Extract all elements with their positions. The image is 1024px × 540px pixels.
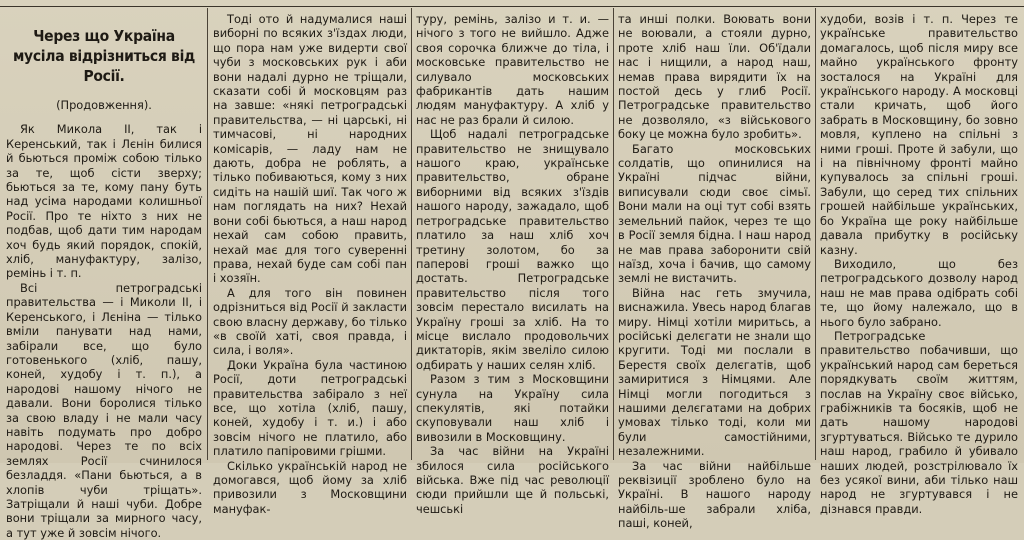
paragraph: Війна нас геть змучила, виснажила. Увесь народ благав миру. Німці хотіли миритьсь, а російські делєгати не знали що кругити. Тоді ми послали в Берестя своїх делєгатів, щоб замиритися з Німцями. Але Німці могли погодиться з нашими делєгатами на добрих умовах тілько тоді, коли ми були самостійними, незалежними. (618, 285, 811, 459)
paragraph: Доки Україна була частиною Росії, доти петроградські правительства забірало з неї все, що хотіла (хліб, пашу, коней, худобу і т. и.) і або зовсім нічого не платило, або платило папіровими грішми. (213, 357, 407, 459)
article-subhead: (Продовження). (56, 98, 152, 112)
paragraph: Скілько українській народ не домогався, щоб йому за хліб привозили з Московщини мануфак- (213, 458, 407, 516)
top-rule (0, 6, 1024, 7)
paragraph: Петроградське правительство побачивши, що український народ сам береться порядкувать своїм життям, послав на Україну своє військо, грабіжників та босяків, щоб не дать нашому народові згуртуваться. Військо те дурило наш народ, грабило й убивало наших людей, розстрілювало їх без усякої вини, аби тілько наш народ не згуртувався і не дізнався правди. (820, 328, 1018, 516)
column-divider (613, 8, 614, 460)
paragraph: Виходило, що без петроградського дозволу народ наш не мав права одібрать собі те, що йому належало, що в нього було забрано. (820, 256, 1018, 329)
article-headline: Через що Україна мусіла відрізниться від Росії. (12, 27, 196, 85)
paragraph: туру, ремінь, залізо и т. и. — нічого з того не вийшло. Адже своя сорочка ближче до тіла, і московське правительство не силувало московських фабрикантів дать нашим людям мануфактуру. А хліб у нас не раз брали й силою. (416, 12, 609, 127)
paragraph: Як Микола II, так і Керенський, так і Лєнін билися й бьються проміж собою тілько за те, щоб сісти зверху; бьються за те, кому пану буть над усіма народами колишньої Росії. Про те ніхто з них не подбав, щоб дати тим народам хоч будь який порядок, спокій, хліб, мануфактуру, залізо, ремінь і т. п. (6, 122, 202, 281)
paragraph: А для того він повинен одрізниться від Росії й закласти свою власну державу, бо тілько «в своїй хаті, своя правда, і сила, і воля». (213, 285, 407, 358)
column-divider (207, 8, 208, 460)
paragraph: Щоб надалі петроградське правительство не знищувало нашого краю, українське правительство, обране виборними від всяких з'їздів нашого народу, зажадало, щоб петроградське правительство платило за наш хліб хоч третину золотом, бо за паперові гроші важко що достать. Петроградське правительство після того зовсім перестало висилать на Україну гроші за хліб. На то місце вислало продовольчих диктаторів, якім звеліло силою одбирать у наших селян хліб. (416, 127, 609, 372)
paragraph: За час війни найбільше реквізиції зроблено було на Україні. В нашого народу найбіль-ше забрали хліба, паші, коней, (618, 458, 811, 531)
article-column-4 (618, 12, 811, 531)
paragraph: Багато московських солдатів, що опинилися на Україні підчас війни, виписували сюди своє сімьї. Вони мали на оці тут собі взять земельний пайок, через те що в Росії земля бідна. І наш народ не мав права заборонити свій наїзд, хоча і бачив, що самому землі не вистачить. (618, 141, 811, 286)
article-column-2 (213, 12, 407, 516)
paragraph: Разом з тим з Московщини сунула на Україну сила спекулятів, які потайки скуповували наш хліб і вивозили в Московщину. (416, 372, 609, 444)
article-column-1 (6, 12, 202, 540)
paragraph: та инші полки. Воювать вони не воювали, а стояли дурно, проте хліб наш їли. Об'їдали нас і нищили, а народ наш, немав права вирядити їх на постой десь у глиб Росії. Петроградське правительство не дозволяло, «з військового боку це можна було зробить». (618, 12, 811, 142)
article-column-5 (820, 12, 1018, 516)
paragraph: худоби, возів і т. п. Через те українське правительство домагалось, щоб після миру все майно українського фронту зосталося на Україні для українського народу. А московці стали кричать, щоб його забрать в Московщину, бо зовно мовля, куплено на спільні з ними гроші. Проте й забули, що і на північному фронті майно купувалось за спільні гроші. Забули, що серед тих спільних грошей найбільше українських, бо Україна ще року найбільше давала прибутку в російську казну. (820, 12, 1018, 257)
column-divider (815, 8, 816, 460)
article-column-3 (416, 12, 609, 516)
paragraph: Тоді ото й надумалися наші виборні по всяких з'їздах люди, що пора нам уже видерти свої чуби з московських рук і аби вони надалі дурно не тріщали, сказати собі й московцям раз на завше: «някі петроградські правительства, — ні царські, ні тимчасові, ні народних комісарів, — ладу нам не дають, добра не роблять, а тілько побиваються, кому з них сидіть на нашій шиї. Так чого ж нам поглядать на них? Нехай вони собі бьються, а наш народ нехай сам собою править, нехай має для того суверенні права, нехай буде сам собі пан і хозяїн. (213, 12, 407, 286)
paragraph: Всі петроградські правительства — і Миколи II, і Керенського, і Лєніна — тілько вміли панувати над нами, забірали все, що було готовенького (хліб, пашу, коней, худобу і т. п.), а народові нашому нічого не давали. Вони боролися тілько за свою владу і не мали часу навіть подумать про добро народові. Через те по всіх землях Росії счинилося безладдя. «Пани бьються, а в хлопів чуби тріщать». Затріщали й наші чуби. Добре вони тріщали за мирного часу, а тут уже й зовсім нічого. (6, 280, 202, 540)
column-divider (411, 8, 412, 460)
paragraph: За час війни на Україні збилося сила російського війська. Вже під час революції сюди прийшли ще й польські, чешські (416, 444, 609, 516)
